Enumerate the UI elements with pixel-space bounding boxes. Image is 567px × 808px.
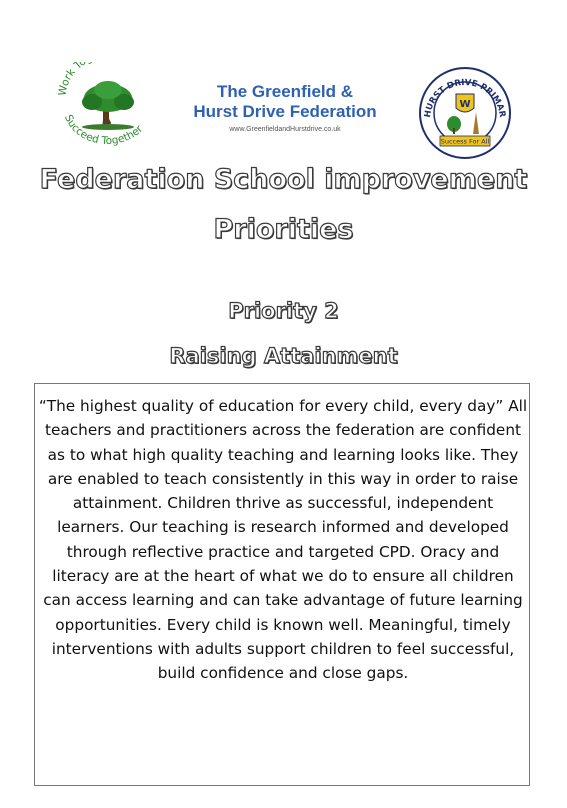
tree-icon [82, 81, 134, 112]
federation-name-line1: The Greenfield & [216, 82, 354, 101]
work-together-logo [58, 62, 158, 150]
priority-description-text: “The highest quality of education for every child, every day” All teachers and practitioners across the federation are confident as to what high quality teaching and learning looks like. They are enabled to teach consistently in this way in order to raise attainment. Children thrive as successful, independent learners. Our teaching is research informed and developed through reflective practice and targeted CPD. Oracy and literacy are at the heart of what we do to ensure all children can access learning and can take advantage of future learning opportunities. Every child is known well. Meaningful, timely interventions with adults support children to feel successful, build confidence and close gaps. [38, 397, 528, 683]
federation-name-line2: Hurst Drive Federation [193, 102, 377, 121]
crest-letter: W [459, 99, 471, 110]
priority-number: Priority 2 [228, 299, 339, 323]
hurst-drive-crest [416, 64, 514, 162]
logo-bottom-text: Succeed Together [61, 112, 146, 148]
page-title-line2: Priorities [213, 214, 354, 245]
logo-top-text: ork To [58, 62, 89, 88]
federation-url: www.GreenfieldandHurstdrive.co.uk [229, 126, 341, 133]
crest-ring-text: HURST DRIVE PRIMAR [422, 77, 507, 119]
priority-name: Raising Attainment [169, 344, 398, 368]
crest-banner-text: Success For All [440, 137, 490, 146]
church-spire-icon [473, 112, 479, 134]
page-title-line1: Federation School improvement [39, 164, 528, 195]
federation-logo [180, 82, 390, 133]
